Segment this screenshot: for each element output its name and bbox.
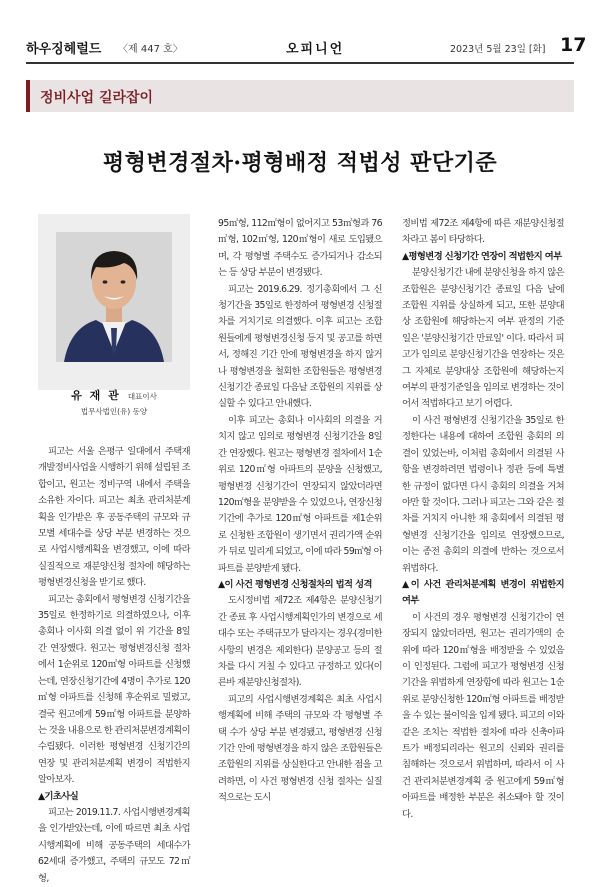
masthead-rule <box>26 62 574 64</box>
body-paragraph: 도시정비법 제72조 제4항은 분양신청기간 종료 후 사업시행계획인가의 변경으로 세대수 또는 주택규모가 달라지는 경우(경미한 사항의 변경은 제외한다) 분양공고 등의 절차를 다시 거칠 수 있다고 규정하고 있다(이른바 재분양신청절차). <box>218 595 382 689</box>
page-number: 17 <box>560 34 587 56</box>
body-paragraph: 피고는 2019.6.29. 정기총회에서 그 신청기간을 35일로 한정하여 평형변경 신청절차를 거치기로 의결했다. 이후 피고는 조합원들에게 평형변경신청 등지 및 공고를 하면서, 정해진 기간 안에 평형변경을 하지 않거나 평형변경을 철회한 조합원들은 평형변경 신청기간 종료일 다음날 조합원의 지위를 상실할 수 있다고 안내했다. <box>218 283 382 410</box>
body-paragraph: 피고는 총회에서 평형변경 신청기간을 35일로 한정하기로 의결하였으나, 이후 총회나 이사회 의결 없이 위 기간을 8일간 연장했다. 원고는 평형변경신청 절차에서 1순위로 120㎡형 아파트를 신청했는데, 연장신청기간에 4명이 추가로 120㎡형 아파트를 신청해 후순위로 밀렸고, 결국 원고에게 59㎡형 아파트를 분양하는 것을 내용으로 한 관리처분변경계획이 수립됐다. 이러한 평형변경 신청기간의 연장 및 관리처분계획 변경이 적법한지 알아보자. <box>38 593 190 786</box>
section-name: 오피니언 <box>286 42 345 57</box>
body-paragraph: 분양신청기간 내에 분양신청을 하지 않은 조합원은 분양신청기간 종료일 다음 날에 조합원 지위를 상실하게 되고, 또한 분양대상 조합원에 해당하는지 여부 판정의 기준일은 '분양신청기간 만료일' 이다. 따라서 피고가 임의로 분양신청기간을 연장하는 것은 그 자체로 분양대상 조합원에 해당하는지 여부의 판정기준일을 임의로 변경하는 것이어서 적법하다고 보기 어렵다. <box>402 267 564 410</box>
body-paragraph: 피고의 사업시행변경계획은 최초 사업시행계획에 비해 주택의 규모와 각 평형별 주택 수가 상당 부분 변경됐고, 평형변경 신청기간 안에 평형변경을 하지 않은 조합원들은 조합원의 지위를 상실한다고 안내한 점을 고려하면, 이 사건 평형변경 신청 절차는 실질적으로는 도시 <box>218 693 382 804</box>
author-org: 법무사법인(유) 동양 <box>80 407 148 416</box>
section-subheading: ▲이 사건 관리처분계획 변경이 위법한지 여부 <box>402 578 564 607</box>
article-headline: 평형변경절차·평형배정 적법성 판단기준 <box>102 150 498 176</box>
series-banner <box>26 80 574 112</box>
author-name: 유 재 관 <box>71 389 121 402</box>
series-title: 정비사업 길라잡이 <box>40 90 154 106</box>
publish-date: 2023년 5월 23일 [화] <box>450 44 546 55</box>
author-byline <box>38 384 190 417</box>
body-paragraph: 피고는 2019.11.7. 사업시행변경계획을 인가받았는데, 이에 따르면 최초 사업시행계획에 비해 공동주택의 세대수가 62세대 증가했고, 주택의 규모도 72㎡형, <box>38 806 190 884</box>
body-paragraph: 이후 피고는 총회나 이사회의 의결을 거치지 않고 임의로 평형변경 신청기간을 8일간 연장했다. 원고는 평형변경 절차에서 1순위로 120㎡형 아파트의 분양을 신청했고, 평형변경 신청기간이 연장되지 않았더라면 120㎡형을 분양받을 수 있었으나, 연장신청기간에 추가로 120㎡형 아파트를 제1순위로 신청한 조합원이 생기면서 권리가액 순위가 뒤로 밀리게 되었고, 이에 따라 59㎡형 아파트를 분양받게 됐다. <box>218 414 382 574</box>
body-paragraph: 이 사건의 경우 평형변경 신청기간이 연장되지 않았더라면, 원고는 권리가액의 순위에 따라 120㎡형을 배정받을 수 있었음이 인정된다. 그럼에 피고가 평형변경 신청기간을 위법하게 연장함에 따라 원고는 1순위로 분양신청한 120㎡형 아파트를 배정받을 수 있는 불이익을 입게 됐다. 피고의 이와 같은 조치는 적법한 절차에 따라 신축아파트가 배정되리라는 원고의 신뢰와 권리를 침해하는 것으로서 위법하며, 따라서 이 사건 관리처분변경계획 중 원고에게 59㎡형 아파트를 배정한 부분은 취소돼야 할 것이다. <box>402 611 564 820</box>
body-paragraph: 피고는 서울 은평구 일대에서 주택재개발정비사업을 시행하기 위해 설립된 조합이고, 원고는 정비구역 내에서 주택을 소유한 자이다. 피고는 최초 관리처분계획을 인가받은 후 공동주택의 규모와 규모별 세대수를 상당 부분 변경하는 것으로 사업시행계획을 변경했고, 이에 따라 실질적으로 재분양신청 절차에 해당하는 평형변경신청을 받기로 했다. <box>38 446 190 589</box>
author-role: 대표이사 <box>127 392 157 401</box>
section-subheading: ▲기초사실 <box>38 790 79 802</box>
section-subheading: ▲이 사건 평형변경 신청절차의 법적 성격 <box>218 578 372 590</box>
author-portrait-image <box>56 232 172 362</box>
author-photo-frame <box>38 214 190 390</box>
section-subheading: ▲평형변경 신청기간 연장이 적법한지 여부 <box>402 250 562 262</box>
author-photo <box>56 232 172 362</box>
article-column-1 <box>38 444 190 887</box>
article-column-2 <box>218 216 382 807</box>
masthead <box>26 34 587 58</box>
issue-number: 〈제 447 호〉 <box>118 44 183 55</box>
body-paragraph: 정비법 제72조 제4항에 따른 재분양신청절차라고 봄이 타당하다. <box>402 218 564 246</box>
body-paragraph: 이 사건 평형변경 신청기간을 35일로 한정한다는 내용에 대하여 조합원 총회의 의결이 있었는바, 이처럼 총회에서 의결된 사항을 변경하려면 법령이나 정관 등에 특별한 규정이 없다면 다시 총회의 의결을 거쳐야만 할 것이다. 그러나 피고는 그와 같은 절차를 거치지 아니한 채 총회에서 의결된 평형변경 신청기간을 임의로 연장했으므로, 이는 종전 총회의 의결에 반하는 것으로서 위법하다. <box>402 414 564 574</box>
article-column-3 <box>402 216 564 823</box>
paper-name: 하우징헤럴드 <box>26 42 102 57</box>
body-paragraph: 95㎡형, 112㎡형이 없어지고 53㎡형과 76㎡형, 102㎡형, 120㎡형이 새로 도입됐으며, 각 평형별 주택수도 증가되거나 감소되는 등 상당 부분이 변경됐다. <box>218 218 382 279</box>
